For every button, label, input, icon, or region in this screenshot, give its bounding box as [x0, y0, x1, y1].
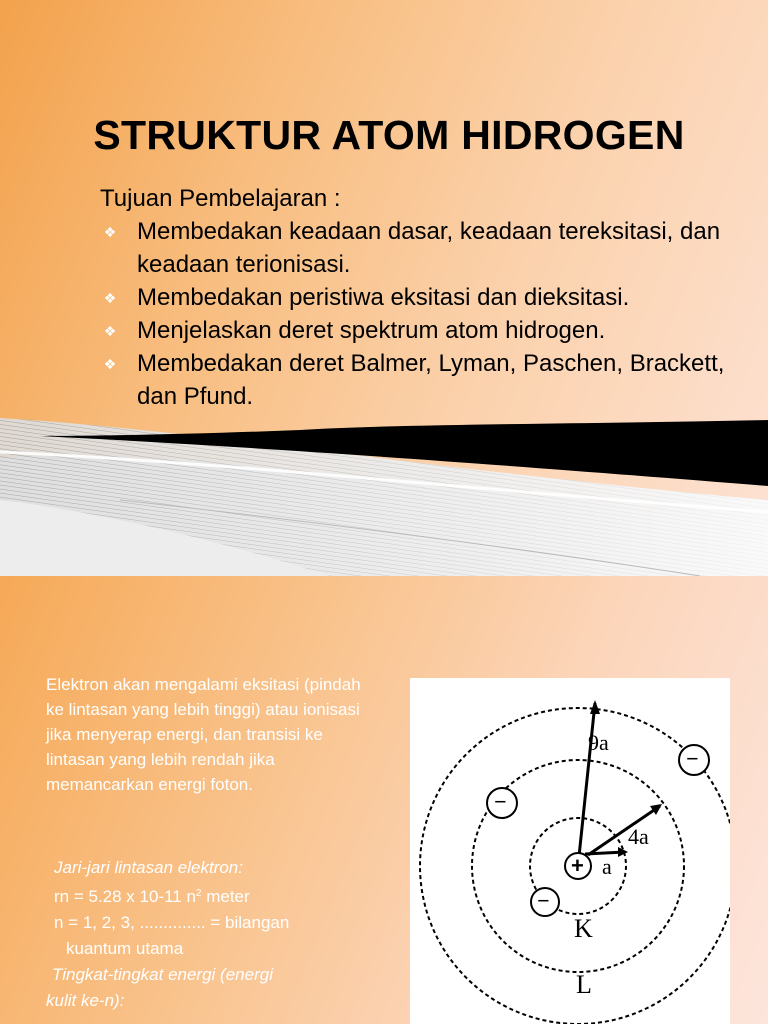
formula-block	[46, 855, 376, 1014]
label-a: a	[602, 854, 612, 879]
objective-text: Membedakan deret Balmer, Lyman, Paschen, Brackett, dan Pfund.	[137, 350, 725, 410]
formula-exponent: 2	[195, 888, 202, 899]
electron-sign: −	[686, 746, 699, 771]
electron-sign: −	[494, 789, 507, 814]
orbit-drawing	[410, 678, 730, 1024]
objectives-heading: Tujuan Pembelajaran :	[100, 185, 341, 212]
excitation-paragraph: Elektron akan mengalami eksitasi (pindah ke lintasan yang lebih tinggi) atau ionisasi jika menyerap energi, dan transisi ke lintasan yang lebih rendah jika memancarkan energi foton.	[46, 675, 361, 794]
formula-prefix: rn = 5.28 x 10-11 n	[54, 887, 196, 906]
objective-text: Menjelaskan deret spektrum atom hidrogen.	[137, 317, 606, 344]
radius-formula	[46, 881, 376, 910]
bohr-atom-diagram	[410, 678, 730, 1024]
nucleus-sign: +	[571, 853, 584, 878]
arrowhead-icon	[590, 700, 600, 714]
label-4a: 4a	[628, 824, 649, 849]
label-k: K	[574, 914, 593, 943]
energy-heading: Tingkat-tingkat energi (energi	[52, 965, 273, 984]
radius-4a-arrow	[588, 806, 660, 855]
electron-sign: −	[537, 888, 550, 913]
diamond-bullet-icon: ❖	[103, 290, 117, 306]
quantum-number-line: n = 1, 2, 3, .............. = bilangan	[54, 913, 290, 932]
energy-heading-cont: kulit ke-n):	[46, 991, 125, 1010]
formula-suffix: meter	[201, 887, 250, 906]
slide-2	[0, 576, 768, 1024]
objective-text: Membedakan peristiwa eksitasi dan dieksitasi.	[137, 284, 630, 311]
diamond-bullet-icon: ❖	[103, 224, 117, 240]
objective-text: Membedakan keadaan dasar, keadaan tereksitasi, dan keadaan terionisasi.	[137, 218, 721, 278]
radius-heading: Jari-jari lintasan elektron:	[54, 858, 243, 877]
label-l: L	[576, 970, 592, 999]
slide-title: STRUKTUR ATOM HIDROGEN	[93, 112, 685, 158]
diamond-bullet-icon: ❖	[103, 323, 117, 339]
radius-9a-arrow	[578, 703, 595, 866]
diamond-bullet-icon: ❖	[103, 356, 117, 372]
quantum-number-line-cont: kuantum utama	[66, 939, 184, 958]
label-9a: 9a	[588, 730, 609, 755]
